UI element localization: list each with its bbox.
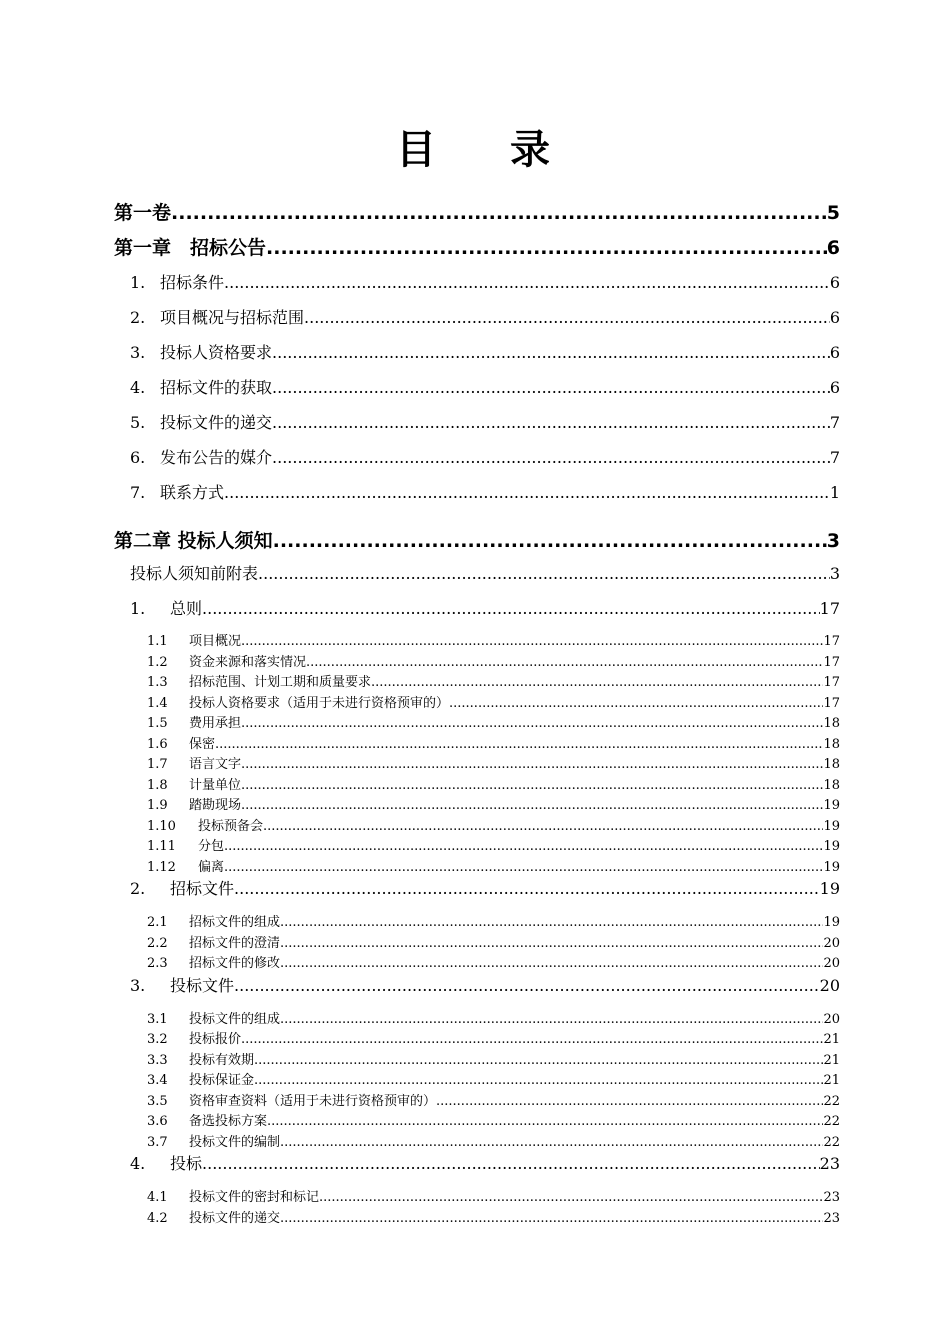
toc-entry-page: 18 [823,716,840,731]
dot-leader [272,343,830,362]
toc-subentry[interactable] [147,712,840,731]
dot-leader [272,378,830,397]
toc-entry-num: 6. [130,448,146,467]
toc-entry-page: 6 [826,237,840,259]
toc-entry-page: 7 [829,413,840,432]
dot-leader [436,1094,823,1109]
toc-entry-num: 3.6 [147,1114,168,1129]
toc-entry-num: 4.2 [147,1211,168,1226]
toc-entry-num: 1.9 [147,798,168,813]
toc-entry-page: 19 [823,798,840,813]
toc-subentry[interactable] [147,815,840,834]
toc-chapter-entry[interactable] [114,233,840,260]
dot-leader [280,1211,823,1226]
toc-entry-label: 投标人须知前附表 [130,564,259,583]
dot-leader [241,1032,823,1047]
toc-subentry[interactable] [147,1131,840,1150]
dot-leader [280,956,823,971]
toc-subentry[interactable] [147,856,840,875]
toc-entry-num: 1.8 [147,778,168,793]
toc-entry-label: 备选投标方案 [189,1114,268,1129]
toc-entry-page: 6 [829,343,840,362]
toc-entry-page: 17 [819,599,840,618]
toc-entry-page: 6 [829,378,840,397]
toc-entry-label: 招标文件的澄清 [189,936,281,951]
dot-leader [280,915,823,930]
dot-leader [241,798,823,813]
toc-subentry[interactable] [147,952,840,971]
toc-entry-page: 6 [829,273,840,292]
toc-entry-label: 投标文件的密封和标记 [189,1190,320,1205]
toc-entry-num: 4.1 [147,1190,168,1205]
toc-entry-page: 19 [823,839,840,854]
toc-subentry[interactable] [147,692,840,711]
toc-entry-num: 2.1 [147,915,168,930]
toc-subentry[interactable] [147,1008,840,1027]
dot-leader [224,860,823,875]
toc-entry-page: 19 [823,915,840,930]
toc-entry-label: 语言文字 [189,757,242,772]
toc-entry-page: 19 [823,860,840,875]
toc-entry-page: 6 [829,308,840,327]
dot-leader [224,273,830,292]
toc-entry-num: 5. [130,413,146,432]
toc-entry-num: 7. [130,483,146,502]
toc-entry-num: 2. [130,879,146,898]
toc-entry-label: 第二章 投标人须知 [114,530,273,552]
toc-entry-num: 3.7 [147,1135,168,1150]
toc-entry-label: 发布公告的媒介 [160,448,273,467]
toc-entry-label: 投标保证金 [189,1073,255,1088]
toc-entry-label: 招标条件 [160,273,225,292]
toc-entry-label: 投标有效期 [189,1053,255,1068]
toc-entry-num: 2.2 [147,936,168,951]
toc-entry-label: 计量单位 [189,778,242,793]
toc-entry-page: 1 [829,483,840,502]
toc-entry-page: 20 [819,976,840,995]
toc-entry-label: 总则 [170,599,203,618]
dot-leader [241,778,823,793]
toc-subentry[interactable] [147,671,840,690]
toc-entry-page: 17 [823,655,840,670]
toc-entry-label: 投标文件的组成 [189,1012,281,1027]
toc-entry[interactable] [130,375,840,398]
toc-entry-page: 18 [823,757,840,772]
toc-entry-page: 22 [823,1114,840,1129]
toc-entry-page: 18 [823,737,840,752]
toc-entry-num: 1.1 [147,634,168,649]
toc-entry-num: 4. [130,1154,146,1173]
dot-leader [258,564,830,583]
toc-entry-label: 投标文件的递交 [160,413,273,432]
toc-entry[interactable] [130,561,840,584]
toc-subentry[interactable] [147,1090,840,1109]
toc-title [0,118,950,175]
toc-entry-label: 招标文件的修改 [189,956,281,971]
toc-entry-num: 2.3 [147,956,168,971]
toc-chapter-entry[interactable] [114,526,840,553]
dot-leader [254,1053,823,1068]
toc-entry-page: 7 [829,448,840,467]
toc-entry-num: 3.1 [147,1012,168,1027]
toc-title-part2: 录 [510,127,554,173]
dot-leader [254,1073,823,1088]
dot-leader [202,599,820,618]
toc-entry[interactable] [130,480,840,503]
dot-leader [304,308,830,327]
dot-leader [280,1135,823,1150]
toc-subentry[interactable] [147,733,840,752]
toc-entry-label: 第一章 招标公告 [114,237,267,259]
toc-entry-label: 费用承担 [189,716,242,731]
toc-entry-label: 招标文件 [170,879,235,898]
dot-leader [224,483,830,502]
toc-entry-page: 20 [823,1012,840,1027]
toc-entry-num: 3. [130,343,146,362]
dot-leader [371,675,823,690]
toc-entry-label: 偏离 [198,860,225,875]
toc-section-entry[interactable] [130,876,840,899]
dot-leader [263,819,823,834]
dot-leader [171,202,827,224]
toc-entry-label: 投标预备会 [198,819,264,834]
dot-leader [202,1154,820,1173]
toc-entry-page: 20 [823,936,840,951]
toc-entry-page: 17 [823,696,840,711]
dot-leader [280,1012,823,1027]
toc-subentry[interactable] [147,630,840,649]
toc-subentry[interactable] [147,794,840,813]
dot-leader [234,976,820,995]
dot-leader [267,1114,823,1129]
toc-entry[interactable] [130,410,840,433]
toc-entry[interactable] [130,270,840,293]
toc-section-entry[interactable] [130,973,840,996]
toc-subentry[interactable] [147,753,840,772]
toc-entry-page: 23 [823,1190,840,1205]
toc-subentry[interactable] [147,774,840,793]
toc-entry-label: 投标人资格要求 [160,343,273,362]
toc-entry-label: 投标报价 [189,1032,242,1047]
toc-entry-num: 1.3 [147,675,168,690]
toc-entry[interactable] [130,445,840,468]
toc-entry-label: 踏勘现场 [189,798,242,813]
toc-subentry[interactable] [147,1069,840,1088]
toc-entry-num: 1.11 [147,839,176,854]
toc-entry-page: 3 [826,530,840,552]
toc-entry-page: 21 [823,1032,840,1047]
toc-subentry[interactable] [147,651,840,670]
toc-entry-label: 投标文件 [170,976,235,995]
toc-entry-page: 22 [823,1094,840,1109]
toc-entry-label: 资格审查资料（适用于未进行资格预审的） [189,1094,437,1109]
toc-subentry[interactable] [147,1110,840,1129]
dot-leader [266,237,827,259]
toc-entry-label: 第一卷 [114,202,172,224]
toc-entry-num: 4. [130,378,146,397]
toc-entry-label: 保密 [189,737,216,752]
dot-leader [272,413,830,432]
toc-entry-page: 5 [826,202,840,224]
toc-subentry[interactable] [147,932,840,951]
toc-entry[interactable] [130,340,840,363]
toc-entry-label: 投标文件的递交 [189,1211,281,1226]
toc-entry[interactable] [130,305,840,328]
toc-entry-page: 19 [819,879,840,898]
toc-entry-num: 1. [130,599,146,618]
toc-entry-label: 招标文件的获取 [160,378,273,397]
toc-entry-page: 21 [823,1073,840,1088]
dot-leader [241,634,823,649]
toc-entry-page: 17 [823,675,840,690]
toc-entry-label: 投标 [170,1154,203,1173]
dot-leader [449,696,823,711]
dot-leader [319,1190,823,1205]
toc-entry-label: 资金来源和落实情况 [189,655,307,670]
toc-entry-num: 1.5 [147,716,168,731]
toc-entry-num: 1.12 [147,860,176,875]
dot-leader [272,448,830,467]
toc-volume-entry[interactable] [114,198,840,225]
toc-subentry[interactable] [147,1028,840,1047]
toc-entry-page: 22 [823,1135,840,1150]
toc-subentry[interactable] [147,1207,840,1226]
toc-entry-label: 分包 [198,839,225,854]
toc-entry-num: 3.4 [147,1073,168,1088]
toc-entry-num: 1.2 [147,655,168,670]
toc-subentry[interactable] [147,911,840,930]
toc-entry-num: 1.10 [147,819,176,834]
toc-entry-label: 招标文件的组成 [189,915,281,930]
toc-entry-label: 投标文件的编制 [189,1135,281,1150]
toc-entry-num: 3.3 [147,1053,168,1068]
toc-entry-page: 19 [823,819,840,834]
toc-entry-page: 17 [823,634,840,649]
dot-leader [224,839,823,854]
toc-subentry[interactable] [147,1186,840,1205]
toc-entry-page: 23 [823,1211,840,1226]
dot-leader [273,530,827,552]
toc-section-entry[interactable] [130,596,840,619]
dot-leader [280,936,823,951]
toc-entry-page: 21 [823,1053,840,1068]
toc-entry-num: 1.4 [147,696,168,711]
dot-leader [241,716,823,731]
toc-entry-page: 18 [823,778,840,793]
dot-leader [241,757,823,772]
toc-entry-num: 3.5 [147,1094,168,1109]
toc-entry-page: 20 [823,956,840,971]
toc-entry-label: 项目概况与招标范围 [160,308,305,327]
toc-entry-page: 23 [819,1154,840,1173]
toc-entry-num: 1.6 [147,737,168,752]
toc-entry-num: 2. [130,308,146,327]
toc-entry-page: 3 [829,564,840,583]
toc-entry-label: 项目概况 [189,634,242,649]
toc-entry-num: 3. [130,976,146,995]
dot-leader [234,879,820,898]
toc-entry-num: 3.2 [147,1032,168,1047]
toc-subentry[interactable] [147,1049,840,1068]
toc-subentry[interactable] [147,835,840,854]
toc-entry-label: 投标人资格要求（适用于未进行资格预审的） [189,696,450,711]
toc-title-part1: 目 [396,127,440,173]
dot-leader [215,737,823,752]
toc-section-entry[interactable] [130,1151,840,1174]
dot-leader [306,655,823,670]
toc-entry-label: 招标范围、计划工期和质量要求 [189,675,372,690]
toc-entry-num: 1. [130,273,146,292]
toc-entry-num: 1.7 [147,757,168,772]
toc-entry-label: 联系方式 [160,483,225,502]
